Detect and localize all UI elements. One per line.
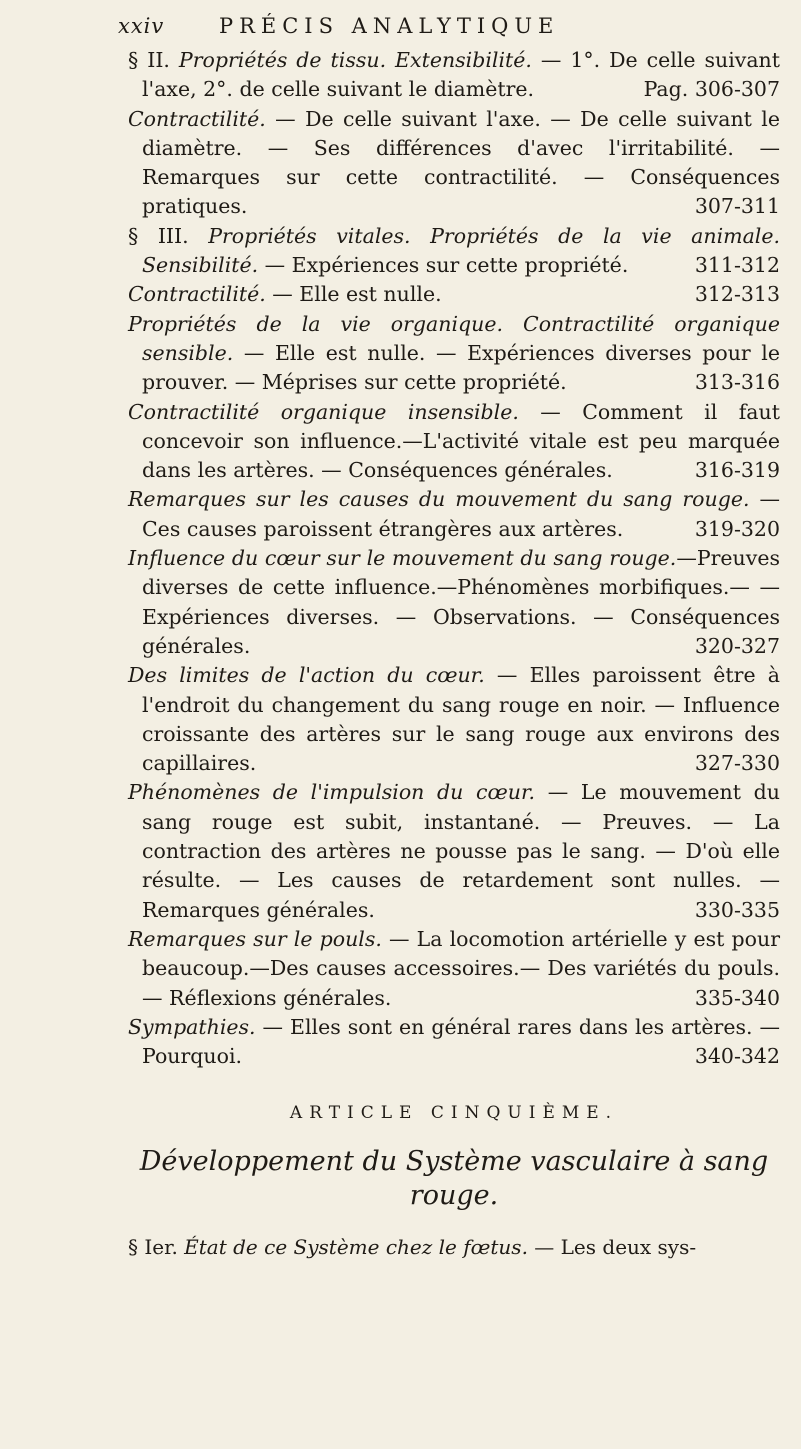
- entry-text: — Elles sont en général rares dans les artères. — Pourquoi.: [142, 1014, 780, 1069]
- index-body: [128, 46, 780, 1262]
- entry-text: — Comment il faut concevoir son influence.—L'activité vitale est peu marquée dans les artères. — Conséquences générales.: [142, 399, 780, 483]
- index-entry: [128, 544, 780, 661]
- page-reference: 320-327: [694, 633, 780, 658]
- index-entry: [128, 661, 780, 778]
- index-entry: [128, 778, 780, 924]
- entry-text: — Elle est nulle.: [265, 282, 442, 307]
- entry-title: Phénomènes de l'impulsion du cœur.: [128, 780, 536, 805]
- page-reference: 313-316: [694, 370, 780, 395]
- entry-title: Propriétés de la vie organique. Contractilité organique sensible.: [128, 311, 780, 365]
- index-entry: [128, 280, 780, 309]
- article-heading: ARTICLE CINQUIÈME.: [289, 1103, 619, 1124]
- section-entry: [128, 1233, 780, 1262]
- page-reference: 319-320: [694, 516, 780, 541]
- page-reference: 316-319: [694, 458, 780, 483]
- entry-text: — Elle est nulle. — Expériences diverses pour le prouver. — Méprises sur cette propriété.: [142, 340, 780, 395]
- running-header: [118, 14, 798, 44]
- entry-title: Influence du cœur sur le mouvement du sang rouge.: [128, 546, 677, 571]
- page-reference: 327-330: [694, 751, 780, 776]
- entry-title: État de ce Système chez le fœtus.: [184, 1234, 528, 1259]
- entry-title: Sympathies.: [128, 1014, 256, 1039]
- entry-text: — Le mouvement du sang rouge est subit, instantané. — Preuves. — La contraction des artères ne pousse pas le sang. — D'où elle résulte. — Les causes de retardement sont nulles. — Remarques générales.: [142, 780, 780, 922]
- page-number: xxiv: [118, 14, 165, 38]
- entry-title: Remarques sur le pouls.: [128, 926, 382, 951]
- entry-text: — 1°. De celle suivant l'axe, 2°. de celle suivant le diamètre.: [142, 48, 780, 102]
- index-entry: [128, 925, 780, 1013]
- entry-title: Remarques sur les causes du mouvement du sang rouge.: [128, 487, 750, 512]
- index-entry: [128, 105, 780, 222]
- index-entry: [128, 46, 780, 105]
- entry-text: — Expériences sur cette propriété.: [258, 253, 629, 278]
- entry-text: — Elles paroissent être à l'endroit du changement du sang rouge en noir. — Influence croissante des artères sur le sang rouge aux environs des capillaires.: [142, 663, 780, 776]
- article-subtitle: Développement du Système vasculaire à sang rouge.: [139, 1145, 769, 1211]
- entry-text: — De celle suivant l'axe. — De celle suivant le diamètre. — Ses différences d'avec l'irritabilité. — Remarques sur cette contractilité. — Conséquences pratiques.: [142, 106, 780, 219]
- index-entry: [128, 1013, 780, 1072]
- entry-title: Contractilité organique insensible.: [128, 399, 519, 424]
- page-reference: 312-313: [694, 282, 780, 307]
- entry-title: Propriétés de tissu. Extensibilité.: [178, 48, 532, 72]
- page-reference: 311-312: [694, 253, 780, 278]
- section-number: § Ier.: [128, 1234, 185, 1259]
- entry-text: —Preuves diverses de cette influence.—Phénomènes morbifiques.— — Expériences diverses. — Observations. — Conséquences générales.: [142, 546, 780, 658]
- page-reference: Pag. 306-307: [643, 77, 780, 102]
- entry-text: — Les deux sys-: [527, 1234, 697, 1259]
- entry-title: Contractilité.: [128, 106, 266, 131]
- section-number: § II.: [128, 48, 179, 72]
- entry-list: [128, 46, 780, 1071]
- page-reference: 335-340: [694, 985, 780, 1010]
- index-entry: [128, 485, 780, 544]
- page-reference: 307-311: [694, 194, 780, 219]
- section-number: § III.: [128, 223, 209, 248]
- page-reference: 330-335: [694, 897, 780, 922]
- entry-title: Propriétés vitales. Propriétés de la vie animale. Sensibilité.: [142, 223, 780, 278]
- entry-text: — La locomotion artérielle y est pour beaucoup.—Des causes accessoires.— Des variétés du pouls. — Réflexions générales.: [142, 926, 780, 1010]
- index-entry: [128, 222, 780, 281]
- entry-title: Des limites de l'action du cœur.: [128, 663, 485, 688]
- entry-title: Contractilité.: [128, 282, 266, 307]
- entry-text: — Ces causes paroissent étrangères aux artères.: [142, 487, 780, 541]
- index-entry: [128, 310, 780, 398]
- running-title: PRÉCIS ANALYTIQUE: [218, 14, 560, 38]
- page-reference: 340-342: [694, 1044, 780, 1069]
- index-entry: [128, 398, 780, 486]
